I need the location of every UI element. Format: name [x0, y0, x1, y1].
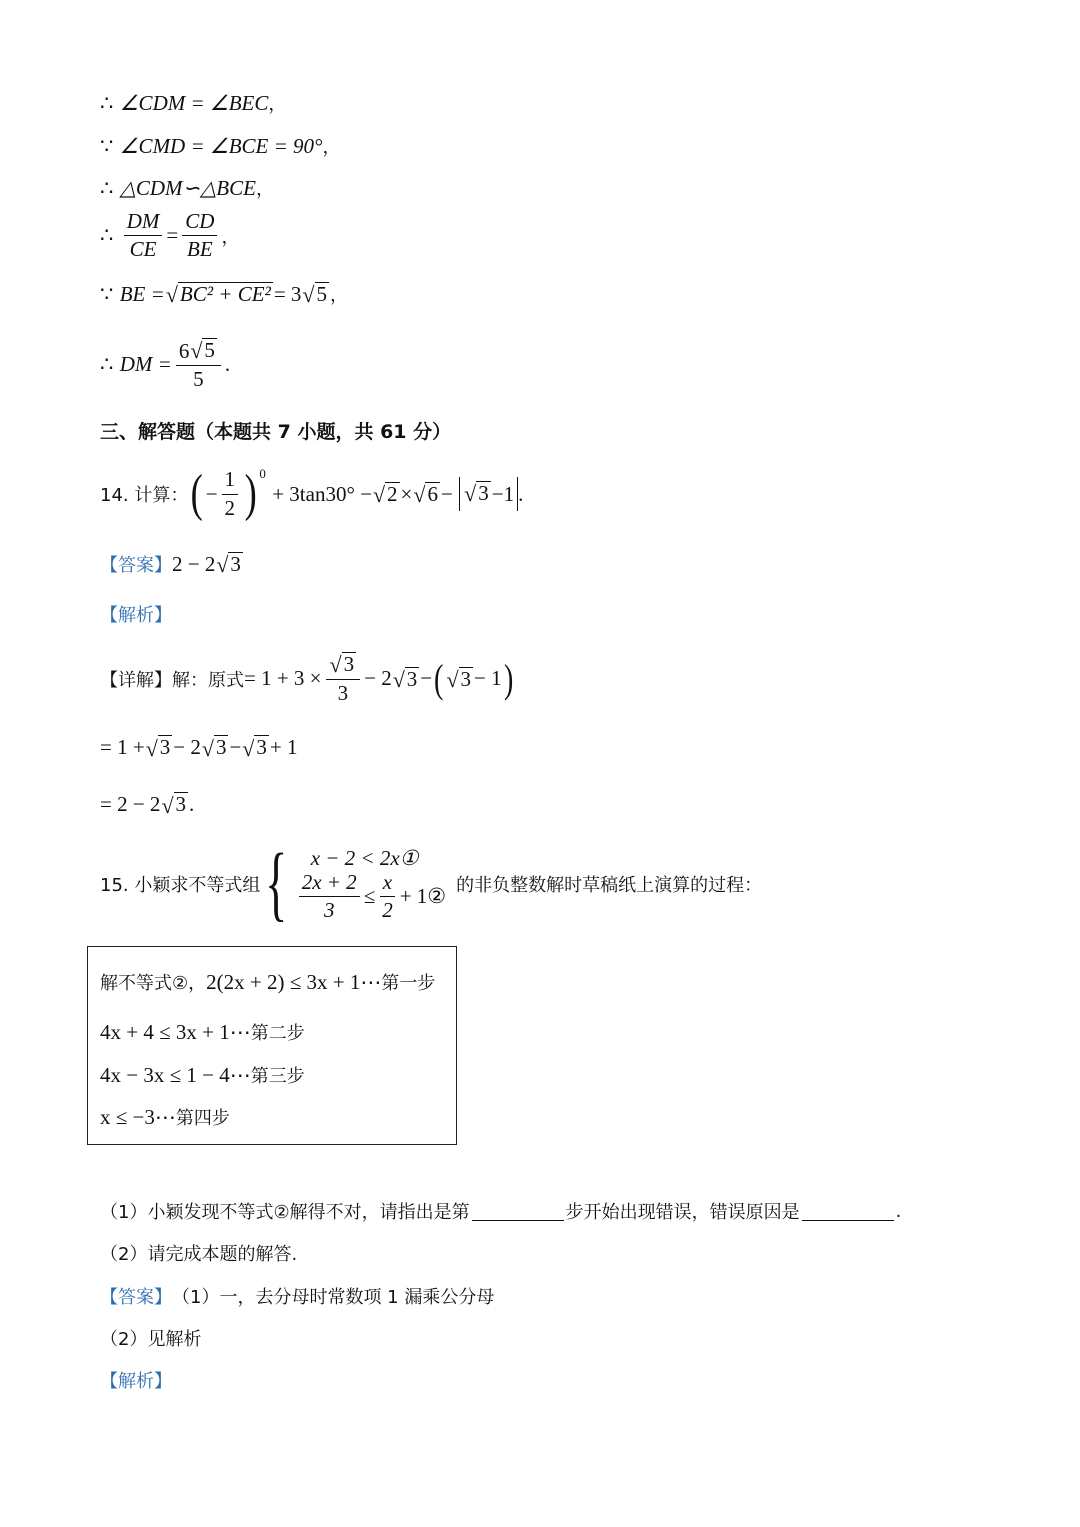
- q15-answer-1: 【答案】 （1）一，去分母时常数项 1 漏乘公分母: [100, 1283, 494, 1309]
- punct: ，: [221, 226, 240, 248]
- numerator: 6 √ 5: [176, 338, 221, 366]
- because-symbol: ∵: [100, 281, 114, 306]
- analysis-tag: 【解析】: [100, 1371, 172, 1392]
- question-label: 15. 小颖求不等式组: [100, 875, 261, 896]
- le: ≤: [363, 884, 376, 908]
- left-paren: (: [190, 465, 204, 522]
- sqrt: √ 3: [145, 735, 171, 761]
- sqrt: √ 3: [161, 792, 187, 818]
- analysis-tag: 【解析】: [100, 605, 172, 626]
- fraction: [176, 338, 221, 391]
- radicand: 5: [316, 281, 327, 306]
- inequality-2: [295, 871, 446, 922]
- work-step-2: 4x + 4 ≤ 3x + 1⋯ 第二步: [100, 1019, 305, 1044]
- left-paren: (: [434, 655, 444, 701]
- fraction: [182, 210, 217, 261]
- sqrt: √ BC² + CE²: [165, 281, 271, 308]
- right-paren: ): [503, 655, 513, 701]
- q14-statement: [100, 465, 524, 522]
- therefore-symbol: ∴: [100, 223, 114, 248]
- q15-part-2: （2）请完成本题的解答.: [100, 1244, 298, 1265]
- answer-tag: 【答案】: [100, 1287, 172, 1308]
- blank-2[interactable]: [802, 1202, 894, 1221]
- section-title: 三、解答题（本题共 7 小题，共 61 分）: [100, 421, 452, 443]
- q14-detail-3: [100, 792, 194, 817]
- proof-line-2: [100, 133, 340, 159]
- therefore-symbol: ∴: [100, 352, 114, 377]
- inequality-system: [295, 846, 446, 922]
- detail-text: 解：原式: [172, 669, 244, 691]
- equals: =: [166, 223, 179, 248]
- sqrt: √ 6: [413, 481, 438, 508]
- denominator: 3: [323, 898, 335, 922]
- sqrt: √ 2: [372, 481, 398, 508]
- q15-analysis: [100, 1367, 172, 1393]
- punct: ，: [268, 94, 287, 115]
- punct: .: [224, 352, 231, 377]
- proof-line-1: [100, 90, 286, 116]
- math-expr: + 1: [269, 735, 298, 759]
- denominator: 2: [224, 495, 236, 520]
- q14-detail-2: [100, 735, 297, 760]
- minus: −: [229, 735, 242, 759]
- right-paren: ): [244, 465, 257, 522]
- math-expr: − 1: [474, 666, 502, 691]
- numerator: 2x + 2: [299, 871, 360, 897]
- q15-part-1: （1）小颖发现不等式②解得不对，请指出是第 步开始出现错误，错误原因是 .: [100, 1200, 902, 1223]
- punct: .: [518, 481, 524, 506]
- denominator: 2: [382, 898, 393, 922]
- math-expr: ∠CDM = ∠BEC: [119, 90, 269, 115]
- sqrt: √ 3: [242, 735, 267, 761]
- proof-line-5: [100, 281, 348, 307]
- minus: −: [420, 666, 433, 691]
- fraction: [379, 871, 396, 922]
- proof-line-6: [100, 338, 230, 391]
- numerator: DM: [124, 210, 163, 236]
- q14-answer: [100, 551, 244, 577]
- math-expr: △CDM∽△BCE: [119, 175, 256, 200]
- punct: ，: [330, 285, 348, 306]
- fraction: [124, 210, 163, 261]
- work-step-4: x ≤ −3⋯ 第四步: [100, 1104, 230, 1129]
- absolute-value: √ 3 −1: [459, 477, 518, 511]
- work-step-3: 4x − 3x ≤ 1 − 4⋯ 第三步: [100, 1062, 305, 1087]
- punct: ，: [255, 179, 274, 200]
- numerator: 1: [222, 468, 239, 494]
- math-expr: = 1 + 3 ×: [244, 666, 322, 691]
- times: ×: [400, 481, 413, 506]
- therefore-symbol: ∴: [100, 90, 114, 115]
- question-label: 14. 计算：: [100, 485, 189, 506]
- math-expr: + 3tan30° −: [272, 481, 372, 506]
- fraction: [222, 468, 239, 519]
- sqrt: √ 3: [392, 666, 418, 692]
- q15-answer-2: （2）见解析: [100, 1329, 202, 1350]
- proof-line-4: [100, 210, 239, 261]
- blank-1[interactable]: [472, 1202, 564, 1221]
- numerator: √ 3: [326, 652, 361, 680]
- sqrt: √ 3: [201, 735, 227, 761]
- numerator: x: [380, 871, 395, 897]
- because-symbol: ∵: [100, 133, 114, 158]
- sqrt: √ 3: [216, 551, 241, 578]
- sqrt: √ 5: [302, 281, 327, 308]
- sqrt: √ 3: [446, 666, 472, 692]
- question-text: 的非负整数解时草稿纸上演算的过程：: [456, 875, 763, 896]
- therefore-symbol: ∴: [100, 175, 114, 200]
- fraction: [326, 652, 361, 705]
- fraction: [299, 871, 360, 922]
- math-expr: + 1②: [399, 884, 447, 908]
- math-expr: = 1 +: [100, 735, 145, 759]
- q14-analysis: [100, 601, 172, 627]
- q14-detail-1: [100, 652, 515, 705]
- math-expr: = 2 − 2: [100, 792, 161, 816]
- denominator: CE: [129, 237, 157, 262]
- proof-line-3: [100, 175, 274, 201]
- work-step-1: 解不等式②， 2(2x + 2) ≤ 3x + 1⋯ 第一步: [100, 969, 436, 994]
- work-box: [87, 946, 457, 1145]
- punct: ，: [322, 137, 341, 158]
- math-expr: DM =: [119, 352, 172, 377]
- system-brace: {: [265, 837, 288, 930]
- minus: −: [205, 481, 218, 506]
- q15-statement: [100, 837, 763, 930]
- exponent: 0: [259, 466, 266, 481]
- math-expr: 2 − 2: [172, 551, 216, 576]
- answer-tag: 【答案】: [100, 555, 172, 576]
- numerator: CD: [182, 210, 217, 236]
- math-expr: − 2: [364, 666, 392, 691]
- math-expr: ∠CMD = ∠BCE = 90°: [119, 133, 323, 158]
- punct: .: [189, 792, 195, 816]
- denominator: BE: [187, 237, 213, 262]
- math-expr: BE =: [119, 281, 165, 306]
- detail-tag: 【详解】: [100, 669, 172, 691]
- inequality-1: x − 2 < 2x①: [310, 845, 419, 870]
- radicand: BC² + CE²: [179, 281, 271, 306]
- minus: −: [440, 481, 453, 506]
- denominator: 5: [193, 367, 204, 392]
- denominator: 3: [337, 681, 349, 706]
- math-expr: − 2: [173, 735, 201, 759]
- math-expr: = 3: [273, 281, 302, 306]
